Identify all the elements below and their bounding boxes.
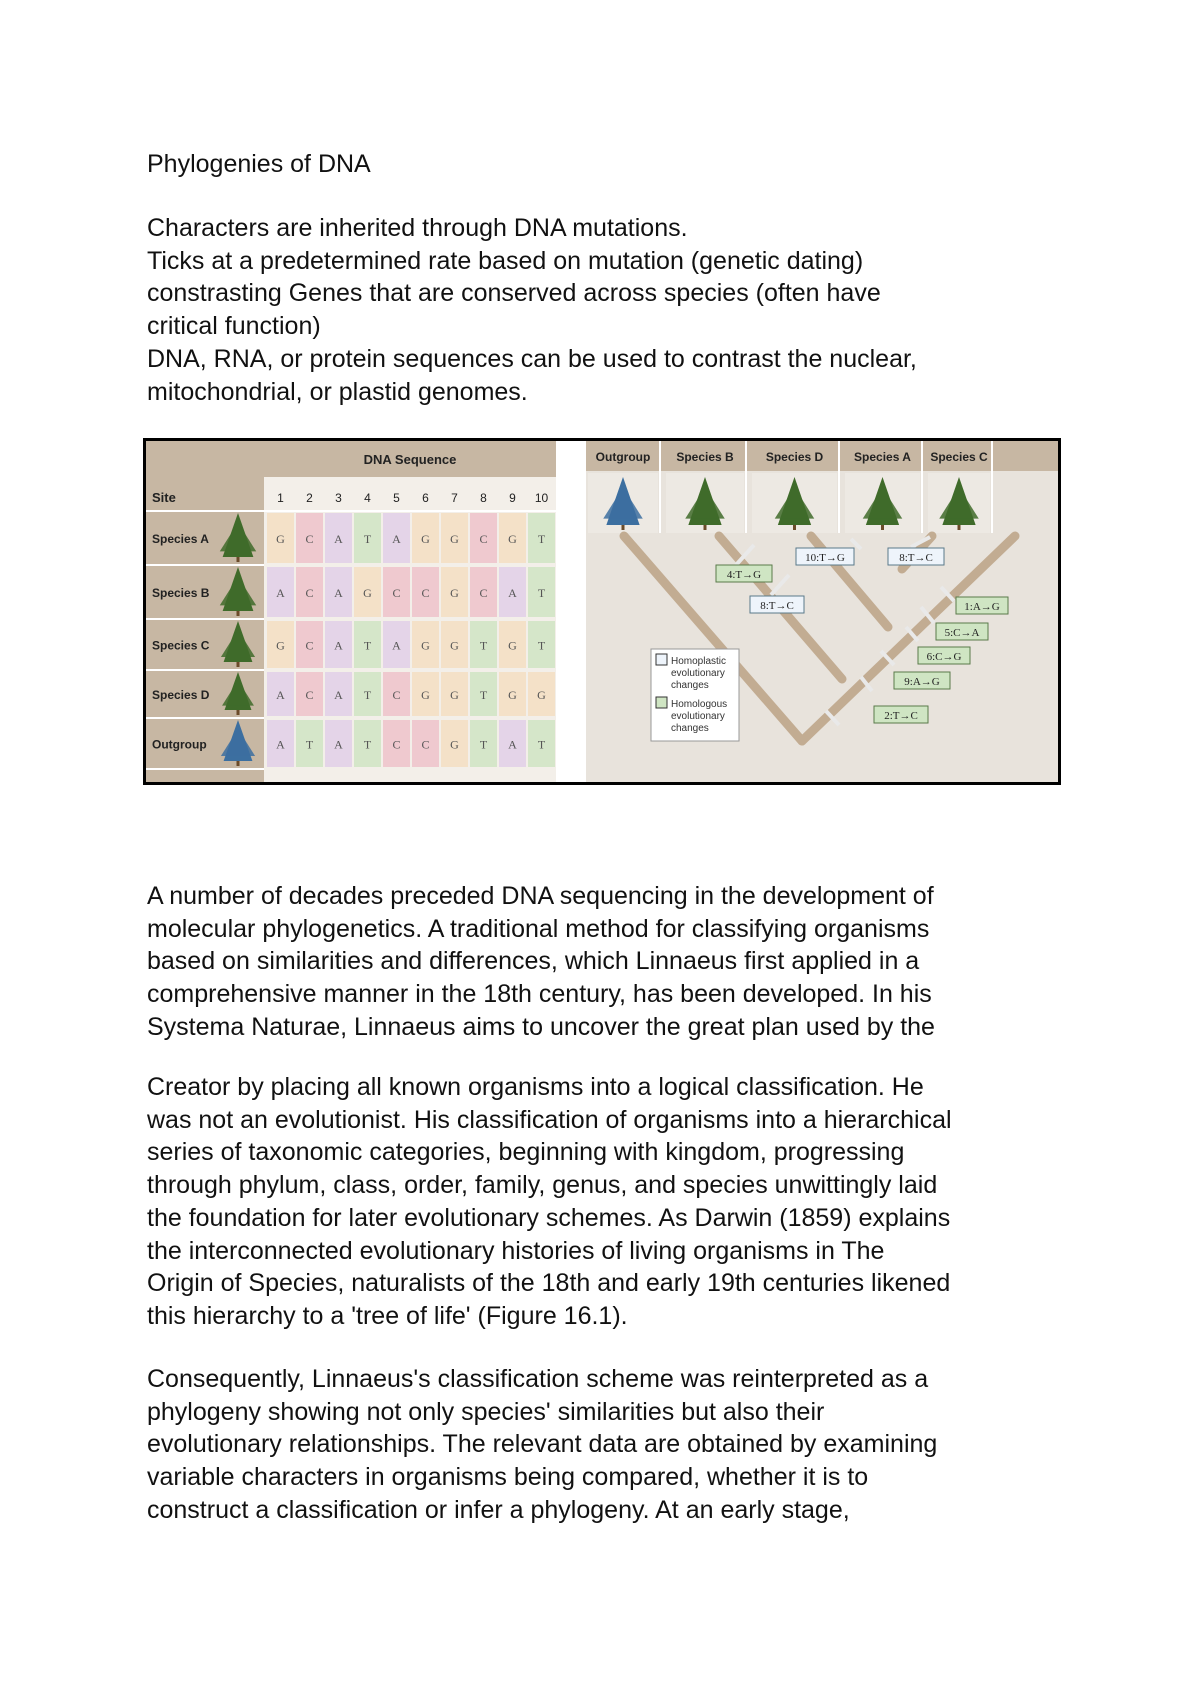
text-line: was not an evolutionist. His classification of organisms into a hierarchical (147, 1105, 952, 1134)
text-line: the foundation for later evolutionary schemes. As Darwin (1859) explains (147, 1203, 951, 1232)
text-line: Systema Naturae, Linnaeus aims to uncover the great plan used by the (147, 1012, 935, 1041)
base-letter: G (508, 532, 517, 546)
homologous-change (716, 565, 772, 582)
paragraph-1 (147, 880, 1077, 1044)
homoplastic-change (888, 548, 944, 565)
base-letter: A (508, 737, 517, 752)
taxon-column (928, 441, 992, 533)
base-letter: G (450, 737, 459, 752)
legend-swatch-homologous (656, 697, 667, 708)
base-letter: T (363, 688, 372, 702)
homoplastic-change (796, 548, 854, 565)
base-letter: G (508, 688, 517, 702)
text-line: variable characters in organisms being compared, whether it is to (147, 1463, 869, 1492)
dna-phylogeny-figure (143, 438, 1061, 785)
base-letter: C (305, 638, 314, 653)
svg-text:8:T→C: 8:T→C (760, 600, 794, 612)
legend-homologous-line: changes (671, 723, 709, 734)
svg-text:6:C→G: 6:C→G (926, 651, 962, 663)
base-letter: G (537, 688, 546, 702)
text-line: DNA, RNA, or protein sequences can be used to contrast the nuclear, (147, 344, 917, 373)
homologous-change (874, 706, 928, 723)
text-line: Origin of Species, naturalists of the 18th and early 19th centuries likened (147, 1269, 951, 1298)
base-letter: T (537, 586, 546, 600)
svg-text:8:T→C: 8:T→C (899, 552, 933, 564)
svg-text:9:A→G: 9:A→G (904, 676, 940, 688)
paragraph-3 (147, 1363, 1077, 1527)
base-letter: T (363, 638, 372, 653)
taxon-column (845, 441, 922, 533)
base-letter: A (334, 638, 343, 653)
base-letter: T (537, 737, 546, 752)
base-letter: A (334, 532, 343, 546)
legend-homoplastic-line: Homoplastic (671, 656, 727, 667)
page-title: Phylogenies of DNA (147, 150, 371, 178)
tree-legend (651, 649, 739, 741)
base-letter: G (421, 638, 430, 653)
svg-text:10:T→G: 10:T→G (805, 552, 845, 564)
taxon-label: Species D (765, 450, 824, 464)
base-letter: C (392, 586, 401, 600)
text-line: based on similarities and differences, which Linnaeus first applied in a (147, 947, 920, 976)
legend-homoplastic-line: evolutionary (671, 668, 725, 679)
text-line: comprehensive manner in the 18th century, has been developed. In his (147, 980, 932, 1009)
site-label: Site (152, 490, 176, 505)
base-letter: T (363, 532, 372, 546)
text-line: constrasting Genes that are conserved across species (often have (147, 279, 881, 308)
base-letter: C (479, 586, 488, 600)
homologous-change (936, 623, 988, 640)
base-letter: C (305, 532, 314, 546)
base-letter: G (421, 532, 430, 546)
homologous-change (894, 672, 950, 689)
paragraph-2 (147, 1071, 1077, 1333)
base-letter: A (392, 532, 401, 546)
base-letter: T (479, 688, 488, 702)
species-label: Species A (152, 532, 209, 546)
base-letter: G (450, 688, 459, 702)
taxon-label: Outgroup (595, 450, 651, 464)
base-letter: A (392, 638, 401, 653)
base-letter: G (421, 688, 430, 702)
species-label: Outgroup (152, 737, 207, 752)
base-letter: T (537, 532, 546, 546)
site-number: 7 (451, 491, 458, 505)
base-letter: C (392, 688, 401, 702)
base-letter: G (508, 638, 517, 653)
text-line: through phylum, class, order, family, genus, and species unwittingly laid (147, 1171, 938, 1200)
svg-text:5:C→A: 5:C→A (944, 627, 980, 639)
text-line: Ticks at a predetermined rate based on mutation (genetic dating) (147, 246, 864, 275)
site-number: 5 (393, 491, 400, 505)
site-number: 9 (509, 491, 516, 505)
svg-text:2:T→C: 2:T→C (884, 710, 918, 722)
base-letter: C (479, 532, 488, 546)
base-letter: T (305, 737, 314, 752)
site-number: 3 (335, 491, 342, 505)
text-line: series of taxonomic categories, beginning with kingdom, progressing (147, 1138, 905, 1167)
text-line: mitochondrial, or plastid genomes. (147, 377, 528, 406)
homoplastic-change (750, 596, 804, 613)
base-letter: A (276, 737, 285, 752)
base-letter: C (305, 586, 314, 600)
text-line: evolutionary relationships. The relevant data are obtained by examining (147, 1430, 938, 1459)
base-letter: C (305, 688, 314, 702)
text-line: construct a classification or infer a phylogeny. At an early stage, (147, 1495, 850, 1524)
base-letter: T (479, 737, 488, 752)
base-letter: G (450, 532, 459, 546)
base-letter: G (450, 638, 459, 653)
phylogenetic-tree (586, 441, 1058, 782)
text-line: Consequently, Linnaeus's classification scheme was reinterpreted as a (147, 1365, 929, 1393)
base-letter: G (276, 638, 285, 653)
homologous-change (918, 647, 970, 664)
taxon-label: Species B (676, 450, 734, 464)
base-letter: A (334, 586, 343, 600)
species-label: Species C (152, 638, 210, 653)
svg-text:4:T→G: 4:T→G (726, 569, 762, 581)
base-letter: C (421, 586, 430, 600)
species-label: Species B (152, 586, 210, 600)
svg-text:1:A→G: 1:A→G (964, 601, 1000, 613)
text-line: Creator by placing all known organisms into a logical classification. He (147, 1073, 924, 1101)
legend-homoplastic-line: changes (671, 680, 709, 691)
taxon-label: Species A (854, 450, 911, 464)
base-letter: A (276, 586, 285, 600)
taxon-label: Species C (930, 450, 988, 464)
legend-swatch-homoplastic (656, 654, 667, 665)
taxa-headers (588, 441, 992, 533)
text-line: Characters are inherited through DNA mutations. (147, 214, 688, 242)
base-letter: C (421, 737, 430, 752)
figure-canvas (146, 441, 1058, 782)
figure-gap (556, 441, 586, 782)
table-header: DNA Sequence (363, 452, 457, 467)
base-letter: T (363, 737, 372, 752)
text-line: the interconnected evolutionary histories of living organisms in The (147, 1236, 885, 1265)
text-line: critical function) (147, 312, 321, 341)
base-letter: A (334, 688, 343, 702)
site-number: 6 (422, 491, 429, 505)
text-line: phylogeny showing not only species' similarities but also their (147, 1397, 825, 1426)
site-number: 2 (306, 491, 313, 505)
legend-homologous-line: evolutionary (671, 711, 725, 722)
homologous-change (956, 597, 1008, 614)
base-letter: T (479, 638, 488, 653)
text-line: molecular phylogenetics. A traditional method for classifying organisms (147, 914, 930, 943)
base-letter: A (334, 737, 343, 752)
base-letter: G (363, 586, 372, 600)
base-letter: A (508, 586, 517, 600)
base-letter: A (276, 688, 285, 702)
legend-homologous-line: Homologous (671, 699, 728, 710)
base-letter: G (450, 586, 459, 600)
text-line: this hierarchy to a 'tree of life' (Figure 16.1). (147, 1301, 628, 1330)
site-number: 10 (534, 491, 549, 505)
site-number: 1 (277, 491, 284, 505)
site-number: 4 (364, 491, 371, 505)
text-line: A number of decades preceded DNA sequencing in the development of (147, 882, 934, 910)
intro-text (147, 212, 1077, 408)
base-letter: G (276, 532, 285, 546)
taxon-column (588, 441, 660, 533)
species-label: Species D (152, 688, 210, 702)
site-number: 8 (480, 491, 487, 505)
base-letter: T (537, 638, 546, 653)
dna-sequence-table (146, 441, 556, 782)
base-letter: C (392, 737, 401, 752)
